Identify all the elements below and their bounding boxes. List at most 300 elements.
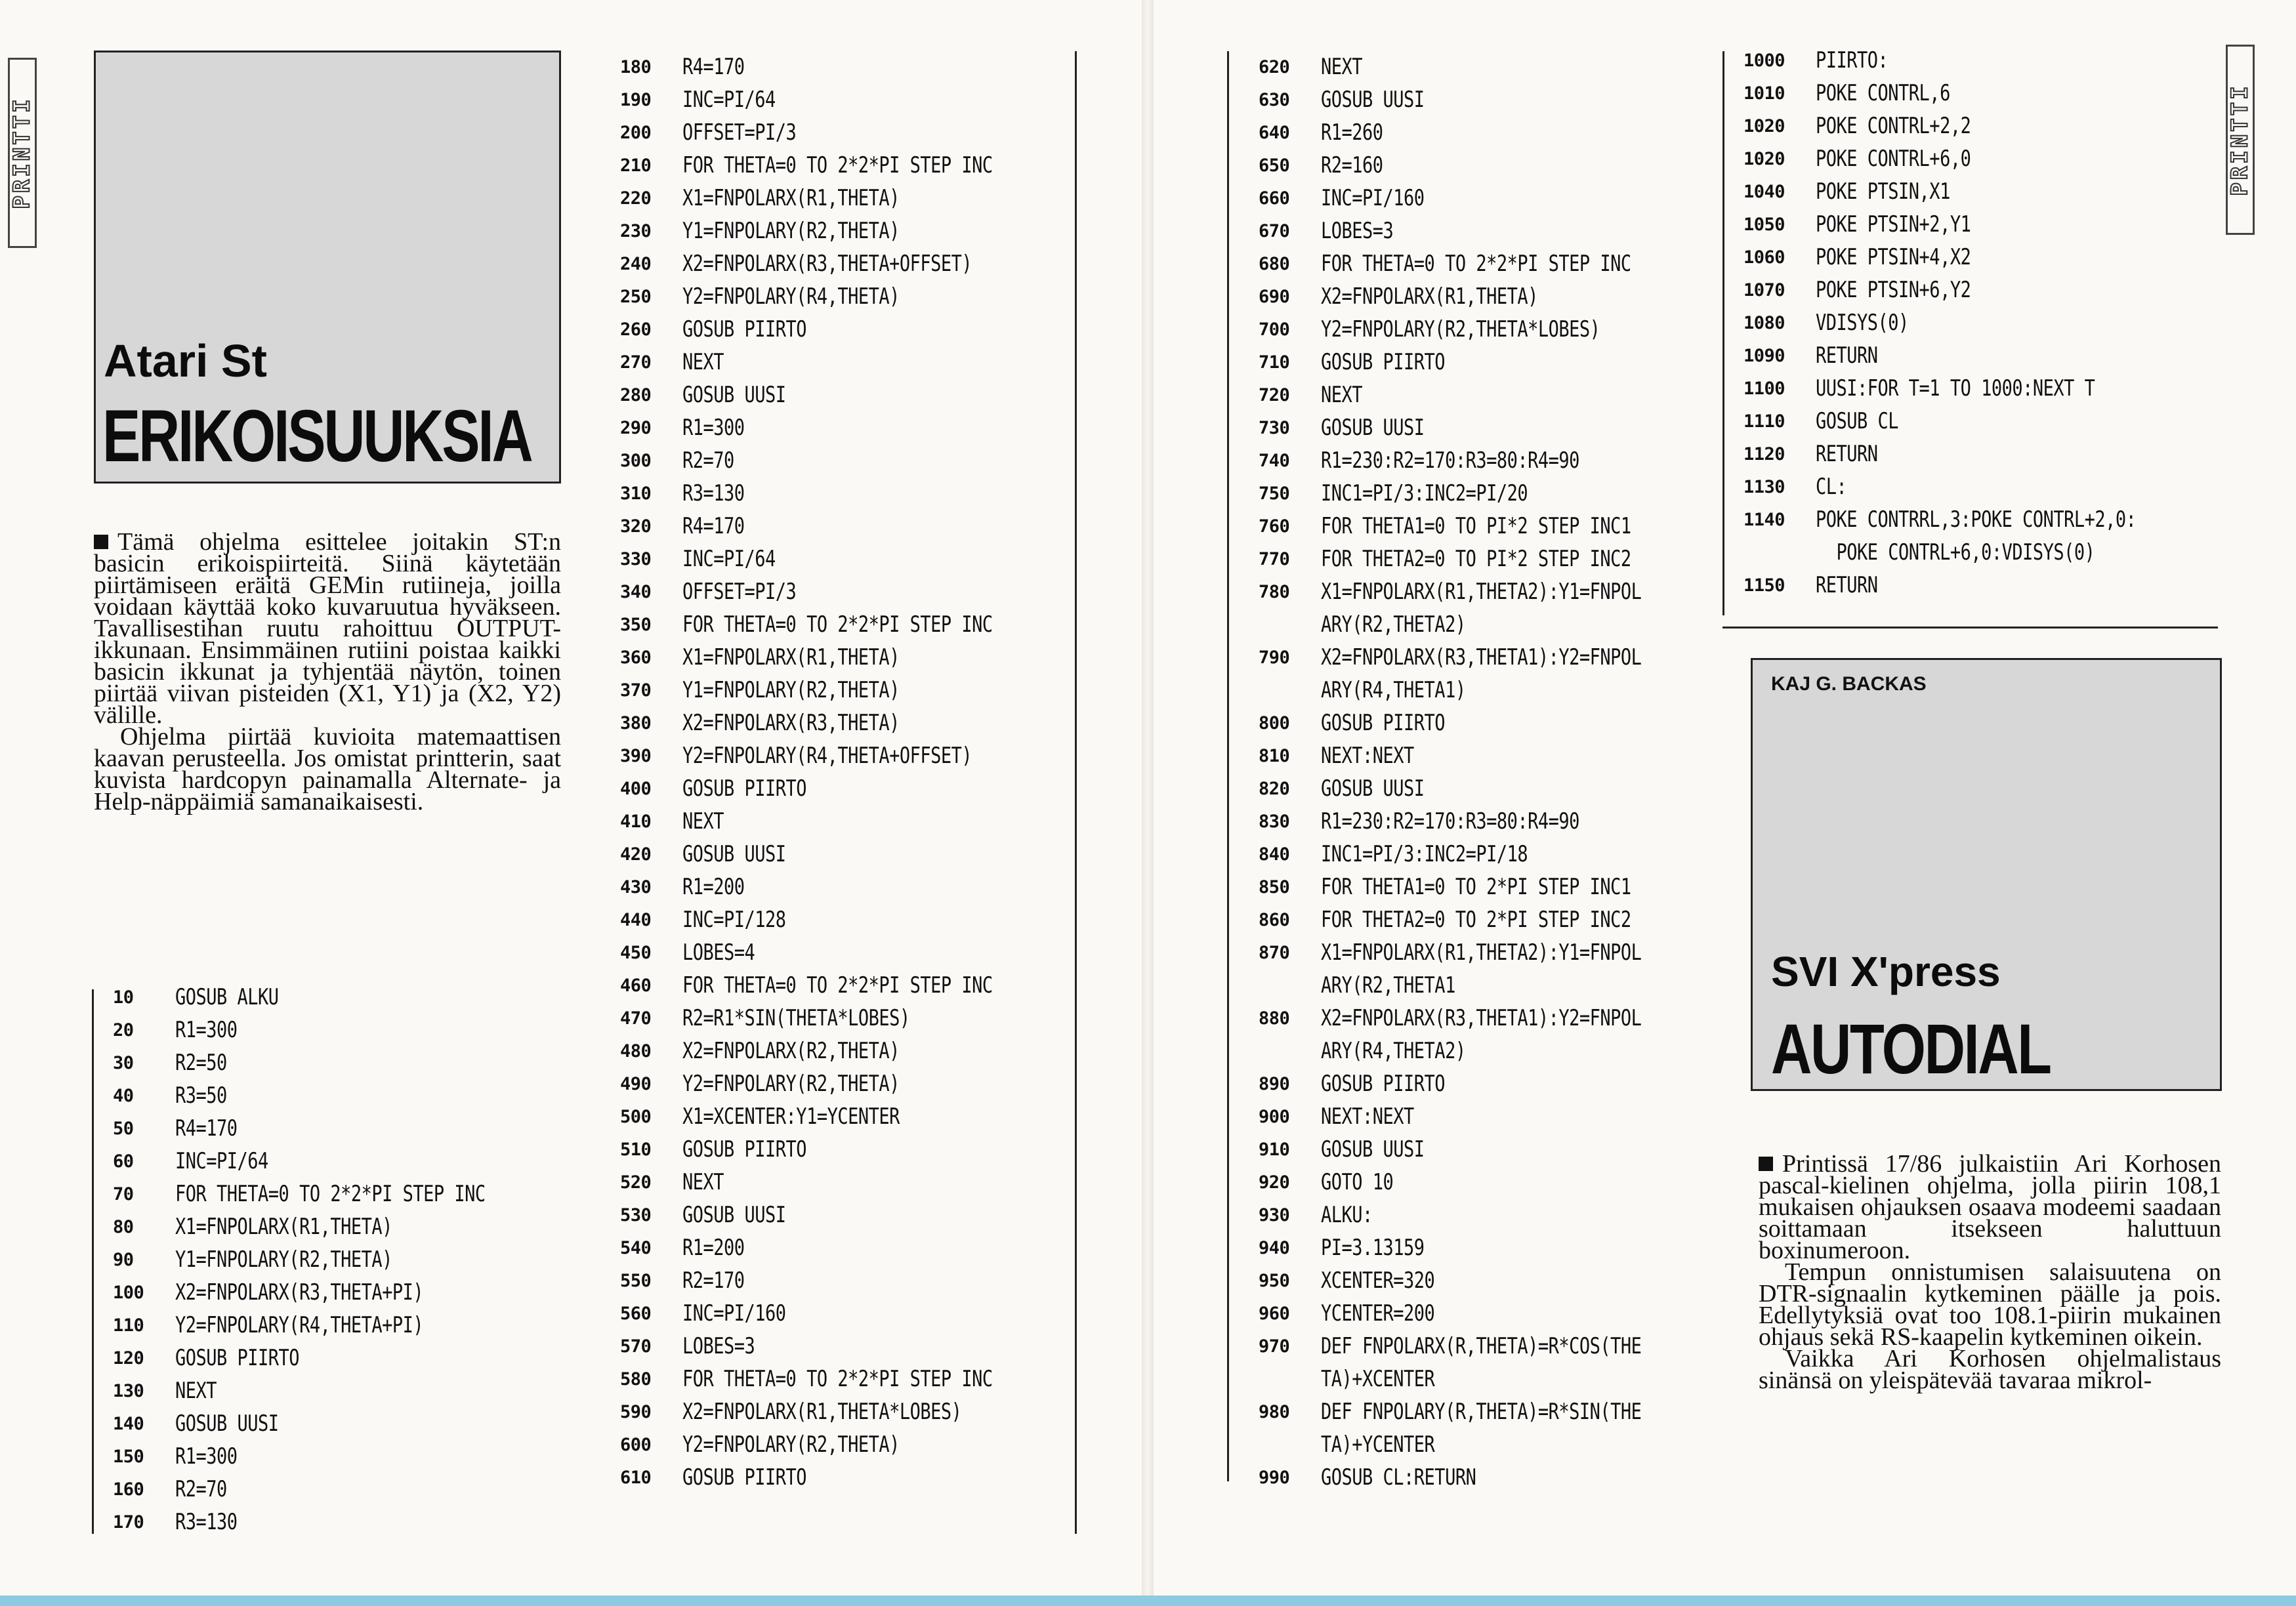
line-number: 580 [620,1369,652,1390]
code-line [1743,373,2136,405]
line-number: 380 [620,713,652,733]
code-line [113,1211,486,1244]
code-line [1259,904,1641,937]
code-statement: INC=PI/64 [175,1149,268,1174]
code-statement: Y2=FNPOLARY(R4,THETA) [682,284,900,310]
code-line [620,970,993,1002]
line-number: 30 [113,1053,134,1073]
code-line [620,1462,993,1494]
line-number: 1090 [1743,346,1785,366]
right-paragraph-3: Vaikka Ari Korhosen ohjelmalistaus sinänsä on yleispätevää tavaraa mikrol- [1759,1345,2221,1394]
line-number: 1130 [1743,477,1785,497]
code-line [1259,150,1641,182]
code-statement: ARY(R4,THETA2) [1321,1039,1466,1064]
code-line [620,740,993,773]
code-line [620,609,993,642]
code-line [1259,51,1641,84]
code-line [620,773,993,806]
line-number: 40 [113,1086,134,1106]
code-line [620,1002,993,1035]
line-number: 670 [1259,221,1290,241]
code-statement: FOR THETA1=0 TO PI*2 STEP INC1 [1321,514,1631,539]
code-line [620,904,993,937]
bullet-square-icon [1759,1157,1773,1171]
line-number: 830 [1259,812,1290,832]
code-line [620,1396,993,1429]
code-line [1259,1396,1641,1429]
code-statement: FOR THETA=0 TO 2*2*PI STEP INC [682,153,993,178]
code-statement: R2=70 [682,448,734,474]
code-line [113,1113,486,1145]
line-number: 310 [620,484,652,504]
code-line [620,1330,993,1363]
line-number: 500 [620,1107,652,1127]
code-line [1259,281,1641,314]
code-statement: GOSUB ALKU [175,985,279,1010]
line-number: 240 [620,254,652,274]
code-line [1259,871,1641,904]
line-number: 680 [1259,254,1290,274]
line-number: 960 [1259,1304,1290,1324]
code-statement: X1=FNPOLARX(R1,THETA) [175,1214,392,1240]
line-number: 290 [620,418,652,438]
line-number: 440 [620,910,652,930]
code-statement: GOSUB UUSI [175,1411,279,1437]
code-line [1259,740,1641,773]
code-line [1259,576,1641,609]
code-line [620,182,993,215]
code-line [1259,478,1641,510]
line-number: 370 [620,680,652,701]
listing-rule-mid-left [1075,51,1077,1534]
code-line [1259,674,1641,707]
code-statement: TA)+XCENTER [1321,1367,1435,1392]
code-line [620,1199,993,1232]
code-line [1259,1265,1641,1298]
code-statement: FOR THETA=0 TO 2*2*PI STEP INC [682,973,993,999]
code-line [1259,510,1641,543]
left-paragraph-1: Tämä ohjelma esittelee joitakin ST:n basicin erikoispiirteitä. Siinä käytetään piirtämiseen eräitä GEMin rutiineja, joilla voidaan käyttää koko kuvaruutua hyväkseen. Tavallisestihan ruutu rahoittuu OUTPUT-ikkunaan. Ensimmäinen rutiini poistaa kaikki basicin ikkunat ja tyhjentää näytön, toinen piirtää viivan pisteiden (X1, Y1) ja (X2, Y2) välille. [94,528,561,729]
masthead-tab-right: PRINTTI [2226,45,2255,235]
line-number: 870 [1259,943,1290,963]
line-number: 140 [113,1414,144,1434]
code-line [620,1429,993,1462]
masthead-tab-label: PRINTTI [9,96,36,209]
code-column-2 [620,51,993,1494]
line-number: 100 [113,1283,144,1303]
code-statement: LOBES=3 [1321,218,1394,244]
code-statement: INC=PI/128 [682,907,786,933]
code-line [620,1298,993,1330]
left-headline: ERIKOISUUKSIA [102,395,532,477]
code-statement: NEXT [1321,54,1363,80]
code-line [1259,1002,1641,1035]
line-number: 950 [1259,1271,1290,1291]
code-line [1259,642,1641,674]
code-statement: INC=PI/64 [682,87,776,113]
code-statement: R1=200 [682,875,745,900]
code-line [620,510,993,543]
code-line [1743,45,2136,77]
code-statement: X1=FNPOLARX(R1,THETA) [682,645,900,670]
line-number: 20 [113,1020,134,1040]
code-line [620,281,993,314]
code-line [620,478,993,510]
code-statement: GOSUB PIIRTO [1321,350,1446,375]
code-line [113,1473,486,1506]
code-statement: X2=FNPOLARX(R3,THETA1):Y2=FNPOL [1321,1006,1642,1031]
code-line [620,84,993,117]
code-statement: XCENTER=320 [1321,1268,1435,1294]
code-line [1259,1035,1641,1068]
code-statement: NEXT [175,1378,217,1404]
code-line [620,838,993,871]
code-statement: RETURN [1816,573,1878,598]
code-line [1743,569,2136,602]
line-number: 850 [1259,877,1290,897]
code-line [113,1047,486,1080]
code-statement: VDISYS(0) [1816,310,1909,336]
code-statement: NEXT:NEXT [1321,743,1414,769]
line-number: 250 [620,287,652,307]
code-line [1259,379,1641,412]
code-line [1259,1166,1641,1199]
code-line [1259,1462,1641,1494]
line-number: 820 [1259,779,1290,799]
code-line [620,674,993,707]
line-number: 780 [1259,582,1290,602]
line-number: 660 [1259,188,1290,209]
code-statement: RETURN [1816,442,1878,467]
line-number: 1000 [1743,51,1785,71]
line-number: 720 [1259,385,1290,405]
line-number: 80 [113,1217,134,1237]
code-statement: R1=230:R2=170:R3=80:R4=90 [1321,448,1579,474]
line-number: 350 [620,615,652,635]
line-number: 890 [1259,1074,1290,1094]
code-line [1259,937,1641,970]
code-statement: R4=170 [682,54,745,80]
code-line [113,1408,486,1441]
line-number: 330 [620,549,652,569]
line-number: 880 [1259,1008,1290,1029]
line-number: 1060 [1743,247,1785,268]
line-number: 480 [620,1041,652,1061]
code-line [1743,110,2136,143]
code-statement: X1=FNPOLARX(R1,THETA) [682,186,900,211]
line-number: 560 [620,1304,652,1324]
line-number: 970 [1259,1336,1290,1357]
line-number: 190 [620,90,652,110]
code-statement: Y2=FNPOLARY(R2,THETA) [682,1071,900,1097]
line-number: 900 [1259,1107,1290,1127]
code-statement: CL: [1816,474,1847,500]
line-number: 1010 [1743,83,1785,104]
code-statement: POKE CONTRL+6,0:VDISYS(0) [1816,540,2095,566]
line-number: 570 [620,1336,652,1357]
code-line [113,1178,486,1211]
code-statement: X1=XCENTER:Y1=YCENTER [682,1104,900,1130]
code-statement: R1=300 [175,1444,238,1470]
code-statement: LOBES=4 [682,940,755,966]
code-line [1259,314,1641,346]
code-statement: R4=170 [682,514,745,539]
line-number: 200 [620,123,652,143]
line-number: 490 [620,1074,652,1094]
line-number: 120 [113,1348,144,1369]
line-number: 230 [620,221,652,241]
line-number [1259,1363,1321,1396]
code-statement: PIIRTO: [1816,48,1889,73]
code-line [1743,471,2136,504]
line-number: 150 [113,1447,144,1467]
line-number: 510 [620,1140,652,1160]
code-line [620,346,993,379]
line-number: 320 [620,516,652,537]
code-statement: X2=FNPOLARX(R3,THETA1):Y2=FNPOL [1321,645,1642,670]
line-number: 910 [1259,1140,1290,1160]
code-line [1259,1134,1641,1166]
line-number: 640 [1259,123,1290,143]
code-statement: TA)+YCENTER [1321,1432,1435,1458]
code-statement: POKE CONTRL+6,0 [1816,146,1971,172]
code-statement: FOR THETA=0 TO 2*2*PI STEP INC [1321,251,1631,277]
code-line [1259,1429,1641,1462]
code-line [1259,1298,1641,1330]
code-statement: FOR THETA=0 TO 2*2*PI STEP INC [682,612,993,638]
code-statement: X2=FNPOLARX(R1,THETA) [1321,284,1538,310]
line-number: 270 [620,352,652,373]
code-line [620,412,993,445]
code-column-3 [1259,51,1641,1494]
code-line [1259,609,1641,642]
code-line [113,1506,486,1539]
code-line [620,642,993,674]
code-statement: X1=FNPOLARX(R1,THETA2):Y1=FNPOL [1321,579,1642,605]
line-number: 1020 [1743,149,1785,169]
code-statement: INC1=PI/3:INC2=PI/18 [1321,842,1528,867]
code-line [113,1014,486,1047]
line-number: 280 [620,385,652,405]
line-number: 110 [113,1315,144,1336]
line-number: 400 [620,779,652,799]
code-line [620,1068,993,1101]
code-statement: Y1=FNPOLARY(R2,THETA) [682,218,900,244]
code-statement: FOR THETA1=0 TO 2*PI STEP INC1 [1321,875,1631,900]
code-line [620,543,993,576]
line-number: 1080 [1743,313,1785,333]
code-statement: Y2=FNPOLARY(R2,THETA*LOBES) [1321,317,1600,342]
code-line [1259,84,1641,117]
code-line [1259,1199,1641,1232]
code-statement: Y2=FNPOLARY(R2,THETA) [682,1432,900,1458]
code-statement: NEXT [682,1170,724,1195]
left-article-body [94,528,561,815]
code-statement: GOSUB PIIRTO [682,1137,807,1163]
code-line [620,445,993,478]
code-statement: NEXT [682,350,724,375]
code-statement: ARY(R4,THETA1) [1321,678,1466,703]
line-number: 610 [620,1468,652,1488]
right-kicker: SVI X'press [1771,948,2001,995]
code-line [1259,543,1641,576]
line-number: 550 [620,1271,652,1291]
code-line [620,1363,993,1396]
code-line [620,51,993,84]
right-paragraph-1: Printissä 17/86 julkaistiin Ari Korhosen pascal-kielinen ohjelma, jolla piirin 108,1 mukaisen ohjauksen osaava modeemi saadaan soittamaan itsekseen haluttuun boxinumeroon. [1759,1150,2221,1264]
line-number: 760 [1259,516,1290,537]
line-number: 170 [113,1512,144,1533]
code-line [1743,77,2136,110]
line-number: 1050 [1743,215,1785,235]
code-statement: ALKU: [1321,1203,1373,1228]
code-statement: NEXT [682,809,724,834]
right-paragraph-2: Tempun onnistumisen salaisuutena on DTR-signaalin kytkeminen päälle ja pois. Edellytyksiä ovat too 108.1-piirin mukainen ohjaus sekä RS-kaapelin kytkeminen oikein. [1759,1258,2221,1351]
code-statement: GOSUB UUSI [1321,415,1425,441]
line-number: 160 [113,1479,144,1500]
code-statement: POKE PTSIN+6,Y2 [1816,278,1971,303]
code-statement: GOSUB UUSI [682,382,786,408]
code-statement: NEXT:NEXT [1321,1104,1414,1130]
code-line [113,1441,486,1473]
code-line [1259,970,1641,1002]
code-statement: ARY(R2,THETA2) [1321,612,1466,638]
code-line [113,1145,486,1178]
code-line [620,937,993,970]
line-number: 590 [620,1402,652,1422]
code-line [113,1244,486,1277]
code-line [113,981,486,1014]
right-article-body [1759,1150,2221,1394]
code-statement: NEXT [1321,382,1363,408]
line-number: 1140 [1743,510,1785,530]
code-line [620,871,993,904]
code-statement: R2=50 [175,1050,227,1076]
line-number: 430 [620,877,652,897]
code-statement: POKE PTSIN+2,Y1 [1816,212,1971,237]
code-statement: POKE CONTRRL,3:POKE CONTRL+2,0: [1816,507,2137,533]
code-statement: PI=3.13159 [1321,1235,1425,1261]
code-statement: INC=PI/160 [1321,186,1425,211]
code-line [1259,412,1641,445]
code-line [1743,537,2136,569]
code-statement: R2=R1*SIN(THETA*LOBES) [682,1006,910,1031]
code-statement: GOSUB PIIRTO [1321,710,1446,736]
line-number: 920 [1259,1172,1290,1193]
code-line [1743,274,2136,307]
right-headline-box [1751,658,2222,1091]
code-line [1743,504,2136,537]
line-number: 540 [620,1238,652,1258]
line-number: 770 [1259,549,1290,569]
code-statement: R1=200 [682,1235,745,1261]
line-number: 1020 [1743,116,1785,136]
line-number: 1120 [1743,444,1785,464]
code-statement: INC=PI/64 [682,546,776,572]
code-statement: RETURN [1816,343,1878,369]
code-statement: FOR THETA=0 TO 2*2*PI STEP INC [175,1182,486,1207]
line-number: 1070 [1743,280,1785,300]
line-number: 690 [1259,287,1290,307]
line-number: 520 [620,1172,652,1193]
code-statement: INC=PI/160 [682,1301,786,1327]
line-number [1743,537,1816,569]
code-statement: X1=FNPOLARX(R1,THETA2):Y1=FNPOL [1321,940,1642,966]
code-line [1743,405,2136,438]
code-statement: GOSUB UUSI [682,1203,786,1228]
code-line [1259,215,1641,248]
code-line [1259,1232,1641,1265]
masthead-tab-left [8,58,37,248]
line-number [1259,970,1321,1002]
line-number: 360 [620,648,652,668]
code-line [620,1035,993,1068]
line-number: 650 [1259,155,1290,176]
code-line [1259,182,1641,215]
line-number: 1100 [1743,379,1785,399]
bullet-square-icon [94,535,108,549]
code-statement: GOSUB PIIRTO [682,776,807,802]
line-number: 50 [113,1119,134,1139]
code-statement: X2=FNPOLARX(R3,THETA+PI) [175,1280,424,1306]
code-statement: UUSI:FOR T=1 TO 1000:NEXT T [1816,376,2095,402]
code-statement: R1=230:R2=170:R3=80:R4=90 [1321,809,1579,834]
code-line [1259,773,1641,806]
code-statement: POKE CONTRL,6 [1816,81,1950,106]
code-statement: ARY(R2,THETA1 [1321,973,1455,999]
line-number: 860 [1259,910,1290,930]
code-statement: LOBES=3 [682,1334,755,1359]
code-line [113,1080,486,1113]
code-line [620,576,993,609]
code-line [620,1232,993,1265]
code-statement: GOSUB PIIRTO [682,1465,807,1491]
code-line [620,379,993,412]
listing-end-rule [1722,627,2218,628]
code-statement: OFFSET=PI/3 [682,579,797,605]
line-number: 1040 [1743,182,1785,202]
code-line [113,1277,486,1309]
line-number [1259,674,1321,707]
code-statement: GOTO 10 [1321,1170,1394,1195]
code-statement: GOSUB PIIRTO [682,317,807,342]
line-number: 390 [620,746,652,766]
code-statement: GOSUB PIIRTO [1321,1071,1446,1097]
code-line [620,1166,993,1199]
bottom-color-strip [0,1596,2296,1606]
code-statement: GOSUB UUSI [1321,776,1425,802]
line-number: 790 [1259,648,1290,668]
code-statement: FOR THETA=0 TO 2*2*PI STEP INC [682,1367,993,1392]
code-line [620,150,993,182]
line-number: 1110 [1743,411,1785,432]
line-number: 180 [620,57,652,77]
code-line [1259,445,1641,478]
line-number [1259,1429,1321,1462]
code-statement: R1=300 [682,415,745,441]
code-line [620,1134,993,1166]
code-statement: R3=130 [682,481,745,506]
line-number: 740 [1259,451,1290,471]
line-number: 420 [620,844,652,865]
line-number: 730 [1259,418,1290,438]
line-number: 210 [620,155,652,176]
line-number: 800 [1259,713,1290,733]
code-statement: YCENTER=200 [1321,1301,1435,1327]
code-statement: DEF FNPOLARY(R,THETA)=R*SIN(THE [1321,1399,1642,1425]
line-number: 260 [620,319,652,340]
code-column-4 [1743,45,2136,602]
